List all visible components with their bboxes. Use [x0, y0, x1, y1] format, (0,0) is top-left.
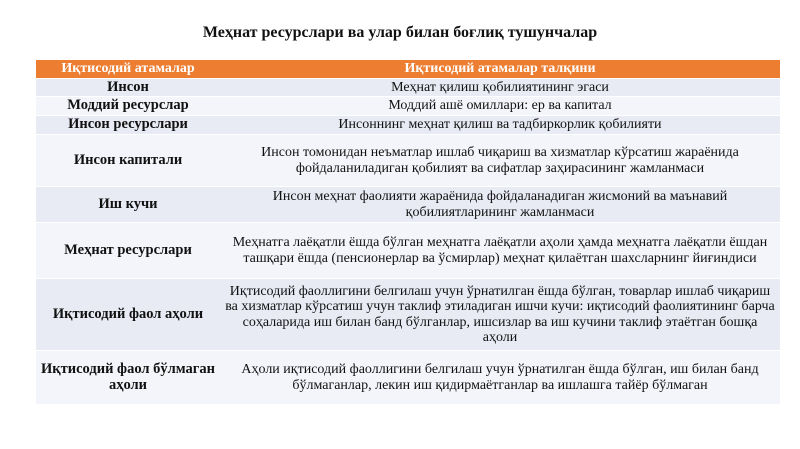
- term-cell: Инсон: [36, 79, 220, 97]
- table-row: [36, 97, 780, 116]
- table-row: [36, 223, 780, 279]
- page-title: Меҳнат ресурслари ва улар билан боғлиқ тушунчалар: [202, 24, 598, 41]
- term-cell: Инсон ресурслари: [36, 116, 220, 135]
- definition-cell: Инсон меҳнат фаолияти жараёнида фойдаланадиган жисмоний ва маънавий қобилиятларининг жамланмаси: [220, 187, 780, 223]
- definition-cell: Инсоннинг меҳнат қилиш ва тадбиркорлик қобилияти: [220, 116, 780, 135]
- table-row: [36, 116, 780, 135]
- term-cell: Моддий ресурслар: [36, 97, 220, 116]
- header-terms: Иқтисодий атамалар: [36, 60, 220, 79]
- table-row: [36, 187, 780, 223]
- table-row: [36, 135, 780, 187]
- definition-cell: Аҳоли иқтисодий фаоллигини белгилаш учун ўрнатилган ёшда бўлган, иш билан банд бўлмаганлар, лекин иш қидирмаётганлар ва ишлашга тайёр бўлмаган: [220, 351, 780, 405]
- table-row: [36, 351, 780, 405]
- definition-cell: Иқтисодий фаоллигини белгилаш учун ўрнатилган ёшда бўлган, товарлар ишлаб чиқариш ва хизматлар кўрсатиш учун таклиф этиладиган ишчи кучи: иқтисодий фаолиятининг барча соҳаларида иш билан банд бўлганлар, ишсизлар ва иш кучини таклиф этаётган бошқа аҳоли: [220, 279, 780, 351]
- header-definitions: Иқтисодий атамалар талқини: [220, 60, 780, 79]
- term-cell: Иқтисодий фаол бўлмаган аҳоли: [36, 351, 220, 405]
- definition-cell: Меҳнат қилиш қобилиятининг эгаси: [220, 79, 780, 97]
- table-row: [36, 279, 780, 351]
- term-cell: Инсон капитали: [36, 135, 220, 187]
- term-cell: Иш кучи: [36, 187, 220, 223]
- definition-cell: Моддий ашё омиллари: ер ва капитал: [220, 97, 780, 116]
- terms-table: [36, 60, 780, 405]
- table-row: [36, 79, 780, 97]
- definition-cell: Инсон томонидан неъматлар ишлаб чиқариш ва хизматлар кўрсатиш жараёнида фойдаланиладиган қобилият ва сифатлар заҳирасининг жамланмаси: [220, 135, 780, 187]
- term-cell: Иқтисодий фаол аҳоли: [36, 279, 220, 351]
- term-cell: Меҳнат ресурслари: [36, 223, 220, 279]
- table-header-row: [36, 60, 780, 79]
- definition-cell: Меҳнатга лаёқатли ёшда бўлган меҳнатга лаёқатли аҳоли ҳамда меҳнатга лаёқатли ёшдан ташқари ёшда (пенсионерлар ва ўсмирлар) меҳнат қилаётган шахсларнинг йиғиндиси: [220, 223, 780, 279]
